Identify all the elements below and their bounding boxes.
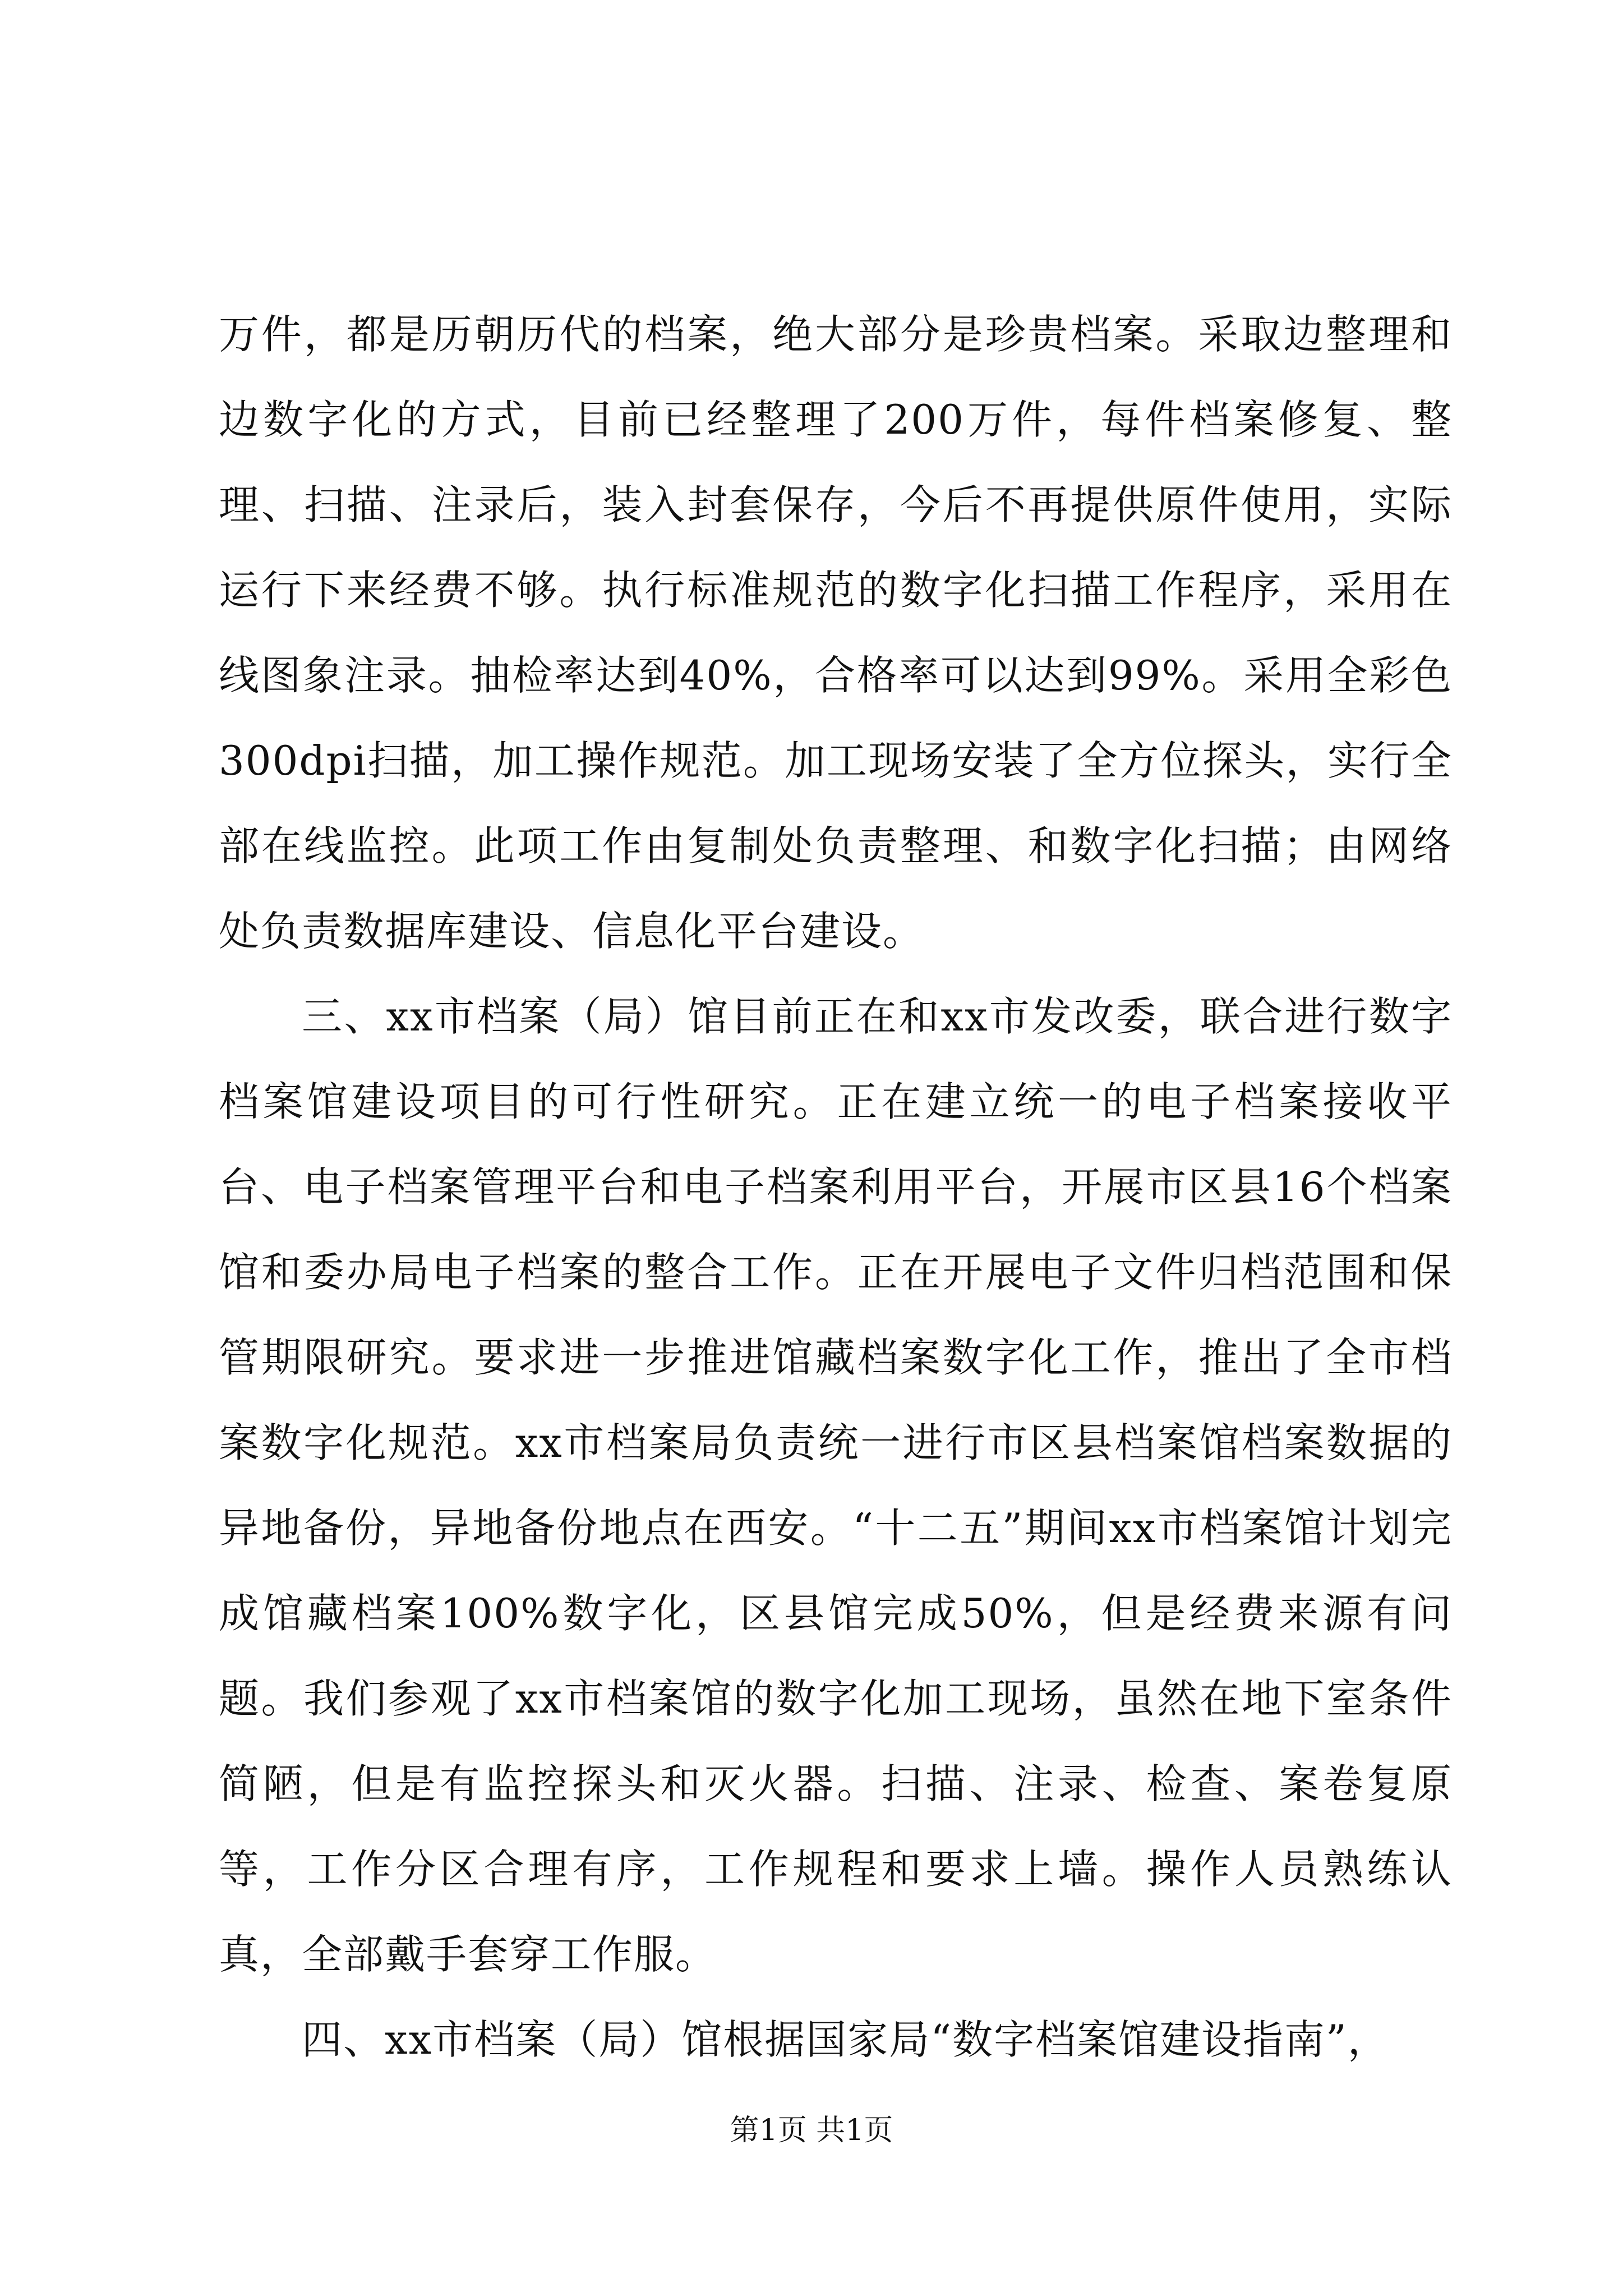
paragraph-3: 四、xx市档案（局）馆根据国家局“数字档案馆建设指南”， <box>302 2016 1389 2063</box>
paragraph-1: 万件，都是历朝历代的档案，绝大部分是珍贵档案。采取边整理和边数字化的方式，目前已经整理了200万件，每件档案修复、整理、扫描、注录后，装入封套保存，今后不再提供原件使用，实际运行下来经费不够。执行标准规范的数字化扫描工作程序，采用在线图象注录。抽检率达到40%，合格率可以达到99%。采用全彩色300dpi扫描，加工操作规范。加工现场安装了全方位探头，实行全部在线监控。此项工作由复制处负责整理、和数字化扫描；由网络处负责数据库建设、信息化平台建设。 <box>219 311 1453 955</box>
document-body <box>219 292 1453 2082</box>
paragraph-2: 三、xx市档案（局）馆目前正在和xx市发改委，联合进行数字档案馆建设项目的可行性研究。正在建立统一的电子档案接收平台、电子档案管理平台和电子档案利用平台，开展市区县16个档案馆和委办局电子档案的整合工作。正在开展电子文件归档范围和保管期限研究。要求进一步推进馆藏档案数字化工作，推出了全市档案数字化规范。xx市档案局负责统一进行市区县档案馆档案数据的异地备份，异地备份地点在西安。“十二五”期间xx市档案馆计划完成馆藏档案100%数字化，区县馆完成50%，但是经费来源有问题。我们参观了xx市档案馆的数字化加工现场，虽然在地下室条件简陋，但是有监控探头和灭火器。扫描、注录、检查、案卷复原等，工作分区合理有序，工作规程和要求上墙。操作人员熟练认真，全部戴手套穿工作服。 <box>219 993 1453 1978</box>
page-footer: 第1页 共1页 <box>730 2114 893 2147</box>
